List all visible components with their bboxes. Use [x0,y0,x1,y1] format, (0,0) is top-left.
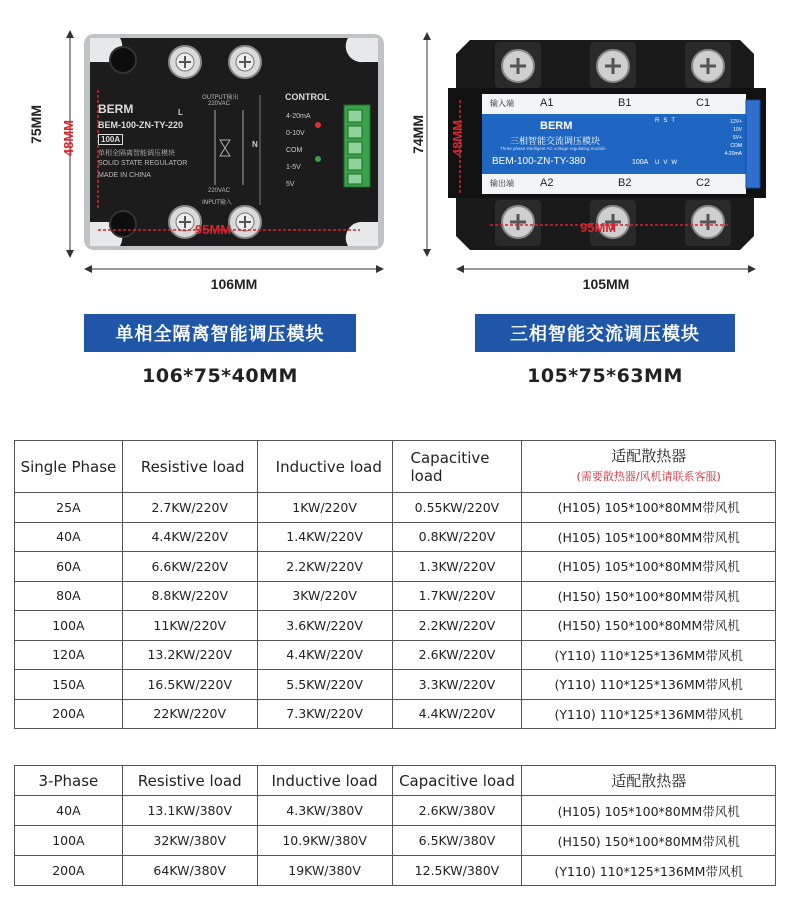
terminal-label-bottom: A2 [540,177,554,189]
module1-output-label: OUTPUT输出 [202,94,239,101]
single-phase-table-body [15,493,776,729]
module2-phases-top [655,118,679,124]
table-header-row [15,766,776,796]
module1-current-badge: 100A [98,134,123,145]
module2-control-list [708,118,742,158]
module2-en-line: Three phase intelligent AC voltage regulating module [500,146,606,151]
table-cell: (H150) 150*100*80MM带风机 [522,826,776,856]
terminal-label-bottom: C2 [696,177,711,189]
table-cell: 100A [15,611,123,641]
table-cell: 150A [15,670,123,700]
terminal-label-bottom: B2 [618,177,632,189]
table-cell: 100A [15,826,123,856]
module1-cn-line: 单相全隔离智能调压模块 [98,149,175,157]
col-header-label: 适配散热器 [611,447,687,465]
table-row [15,581,776,611]
col-header [257,441,392,493]
module1-inner-height: 48MM [61,120,76,157]
module1-height-label: 75MM [28,105,44,144]
table-cell: 12.5KW/380V [392,856,522,886]
table-cell: (H105) 105*100*80MM带风机 [522,552,776,582]
table-cell: 0.55KW/220V [392,493,522,523]
table-cell: 64KW/380V [122,856,257,886]
control-item: 5V [286,181,295,188]
col-header [522,441,776,493]
table-cell: 3.3KW/220V [392,670,522,700]
control-item: COM [286,147,303,154]
table-cell: 40A [15,796,123,826]
module1-inner-width: 95MM [195,222,232,237]
table-row [15,699,776,729]
module1-input-label: INPUT输入 [202,199,232,206]
table-cell: 0.8KW/220V [392,522,522,552]
table-row [15,670,776,700]
table-cell: 25A [15,493,123,523]
module1-control-list [286,108,311,193]
table-cell: 120A [15,640,123,670]
control-item: 1-5V [286,164,301,171]
table-cell: 13.1KW/380V [122,796,257,826]
table-cell: 13.2KW/220V [122,640,257,670]
module2-phases-bottom [655,160,681,166]
control-item: 10V [733,127,742,133]
table-cell: (H150) 150*100*80MM带风机 [522,611,776,641]
table-row [15,493,776,523]
module1-N-label: N [252,140,258,149]
col-header-label: 适配散热器 [611,771,687,790]
table-cell: 6.6KW/220V [122,552,257,582]
table-cell: 16.5KW/220V [122,670,257,700]
module1-output-voltage: 220VAC [208,101,230,107]
module2-inner-height: 48MM [450,120,465,157]
control-item: COM [730,143,742,149]
table-cell: 3KW/220V [257,581,392,611]
table-cell: 5.5KW/220V [257,670,392,700]
table-cell: 2.7KW/220V [122,493,257,523]
col-header [257,766,392,796]
col-header-label: Inductive load [271,771,378,790]
phase-letter: T [671,118,680,124]
module2-output-end: 输出端 [490,179,514,188]
phase-letter: U [655,160,664,166]
table-cell: 11KW/220V [122,611,257,641]
table-cell: 2.2KW/220V [257,552,392,582]
col-header-label: Single Phase [20,457,117,476]
col-header [122,766,257,796]
module2-brand: BERM [540,120,573,132]
three-phase-module-image [440,30,770,258]
table-cell: 22KW/220V [122,699,257,729]
table-row [15,552,776,582]
control-item: 4-20mA [724,151,742,157]
col-header-label: Capacitive load [410,448,490,485]
table-cell: 10.9KW/380V [257,826,392,856]
table-cell: 32KW/380V [122,826,257,856]
table-cell: 1.4KW/220V [257,522,392,552]
terminal-label-top: B1 [618,97,632,109]
table-cell: (H105) 105*100*80MM带风机 [522,796,776,826]
col-header-label: Resistive load [140,457,245,476]
table-cell: 6.5KW/380V [392,826,522,856]
table-cell: 4.4KW/220V [392,699,522,729]
col-header [15,441,123,493]
module1-L-label: L [178,108,183,117]
table-cell: 4.4KW/220V [122,522,257,552]
table-cell: 60A [15,552,123,582]
table-cell: (Y110) 110*125*136MM带风机 [522,699,776,729]
three-phase-spec-table [14,765,776,886]
module1-type-line: SOLID STATE REGULATOR [98,160,188,167]
module2-model: BEM-100-ZN-TY-380 [492,156,586,167]
module2-current: 100A [632,159,649,166]
module2-height-label: 74MM [410,115,426,154]
module1-brand: BERM [98,102,134,116]
phase-letter: V [663,160,672,166]
control-item: 5V+ [732,135,742,141]
module1-title-banner: 单相全隔离智能调压模块 [84,314,356,352]
three-phase-table-body [15,796,776,886]
table-cell: (H105) 105*100*80MM带风机 [522,493,776,523]
table-cell: 3.6KW/220V [257,611,392,641]
control-item: 12V+ [730,119,742,125]
module1-model: BEM-100-ZN-TY-220 [98,120,184,130]
table-row [15,796,776,826]
module1-width-label: 106MM [210,276,258,292]
table-row [15,856,776,886]
table-cell: 200A [15,699,123,729]
single-phase-module-image [60,30,390,258]
module2-size: 105*75*63MM [527,365,683,387]
heatsink-note: (需要散热器/风机请联系客服) [576,470,721,483]
module2-title-banner: 三相智能交流调压模块 [475,314,735,352]
table-row [15,611,776,641]
col-header [392,766,522,796]
table-cell: 8.8KW/220V [122,581,257,611]
module1-width-arrow [84,262,384,276]
single-phase-spec-table [14,440,776,729]
terminal-label-top: C1 [696,97,711,109]
phase-letter: S [663,118,672,124]
col-header-label: Capacitive load [399,771,515,790]
col-header-label: 3-Phase [38,771,99,790]
table-cell: 7.3KW/220V [257,699,392,729]
table-cell: (Y110) 110*125*136MM带风机 [522,670,776,700]
phase-letter: R [655,118,664,124]
col-header [522,766,776,796]
table-cell: 19KW/380V [257,856,392,886]
table-cell: 200A [15,856,123,886]
col-header [392,441,522,493]
table-cell: 2.6KW/220V [392,640,522,670]
module1-made-in: MADE IN CHINA [98,172,151,179]
table-cell: 40A [15,522,123,552]
table-cell: 1KW/220V [257,493,392,523]
control-item: 4-20mA [286,113,311,120]
module1-input-voltage: 220VAC [208,188,230,194]
table-cell: (Y110) 110*125*136MM带风机 [522,856,776,886]
table-cell: 4.4KW/220V [257,640,392,670]
col-header-label: Inductive load [275,457,382,476]
col-header-label: Resistive load [137,771,242,790]
control-item: 0-10V [286,130,305,137]
table-row [15,826,776,856]
module2-input-end: 输入端 [490,99,514,108]
module2-inner-width: 95MM [580,220,617,235]
table-cell: 1.7KW/220V [392,581,522,611]
module2-cn-line: 三相智能交流调压模块 [510,137,601,147]
table-cell: (H105) 105*100*80MM带风机 [522,522,776,552]
table-row [15,640,776,670]
terminal-label-top: A1 [540,97,554,109]
table-cell: 2.6KW/380V [392,796,522,826]
table-header-row [15,441,776,493]
phase-letter: W [671,160,682,166]
module2-width-arrow [456,262,756,276]
col-header [15,766,123,796]
table-cell: 2.2KW/220V [392,611,522,641]
table-cell: 80A [15,581,123,611]
module2-width-label: 105MM [582,276,630,292]
table-cell: 4.3KW/380V [257,796,392,826]
module1-control-title: CONTROL [285,92,330,102]
col-header [122,441,257,493]
table-cell: (Y110) 110*125*136MM带风机 [522,640,776,670]
table-row [15,522,776,552]
module1-size: 106*75*40MM [142,365,298,387]
table-cell: (H150) 150*100*80MM带风机 [522,581,776,611]
table-cell: 1.3KW/220V [392,552,522,582]
